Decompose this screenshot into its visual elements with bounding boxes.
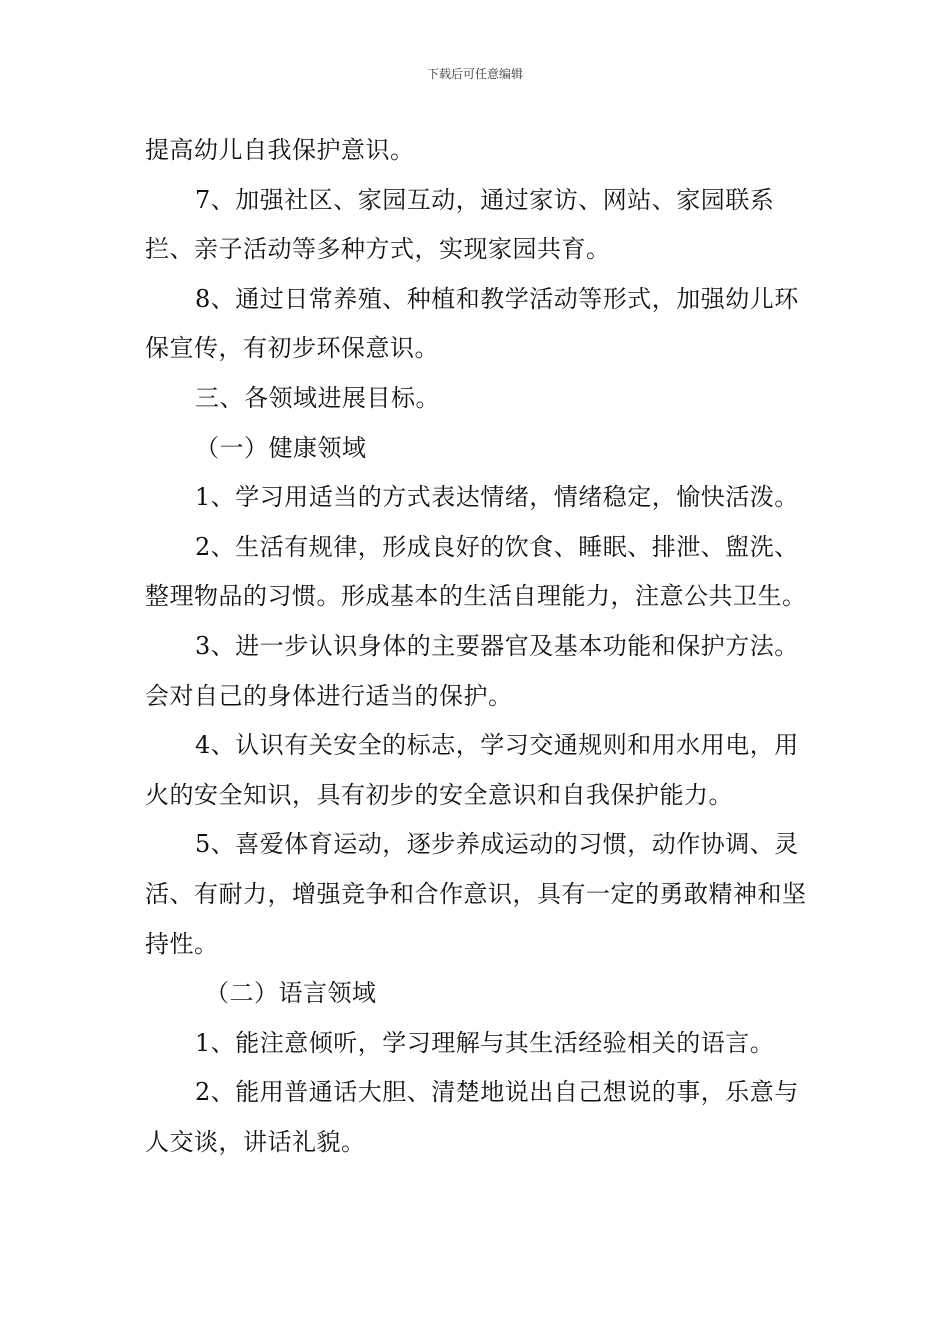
language-item-1: 1、能注意倾听，学习理解与其生活经验相关的语言。 [195, 1028, 775, 1057]
paragraph-3: 8、通过日常养殖、种植和教学活动等形式，加强幼儿环保宣传，有初步环保意识。 [145, 284, 799, 363]
health-item-1: 1、学习用适当的方式表达情绪，情绪稳定，愉快活泼。 [195, 483, 799, 512]
page-header: 下载后可任意编辑 [426, 67, 523, 81]
document-body [145, 126, 815, 1167]
language-item-2: 2、能用普通话大胆、清楚地说出自己想说的事，乐意与人交谈，讲话礼貌。 [145, 1078, 799, 1156]
paragraph-2: 7、加强社区、家园互动，通过家访、网站、家园联系拦、亲子活动等多种方式，实现家园共育。 [145, 185, 775, 264]
subsection-heading-language: （二）语言领域 [205, 979, 377, 1008]
health-item-4: 4、认识有关安全的标志，学习交通规则和用水用电，用火的安全知识，具有初步的安全意识和自我保护能力。 [145, 731, 799, 809]
subsection-heading-health: （一）健康领域 [195, 433, 367, 462]
health-item-3: 3、进一步认识身体的主要器官及基本功能和保护方法。会对自己的身体进行适当的保护。 [145, 631, 799, 710]
health-item-5: 5、喜爱体育运动，逐步养成运动的习惯，动作协调、灵活、有耐力，增强竞争和合作意识，具有一定的勇敢精神和坚持性。 [145, 830, 807, 958]
paragraph-1: 提高幼儿自我保护意识。 [145, 136, 415, 164]
health-item-2: 2、生活有规律，形成良好的饮食、睡眠、排泄、盥洗、整理物品的习惯。形成基本的生活自理能力，注意公共卫生。 [145, 532, 807, 611]
section-heading-3: 三、各领域进展目标。 [195, 383, 440, 412]
